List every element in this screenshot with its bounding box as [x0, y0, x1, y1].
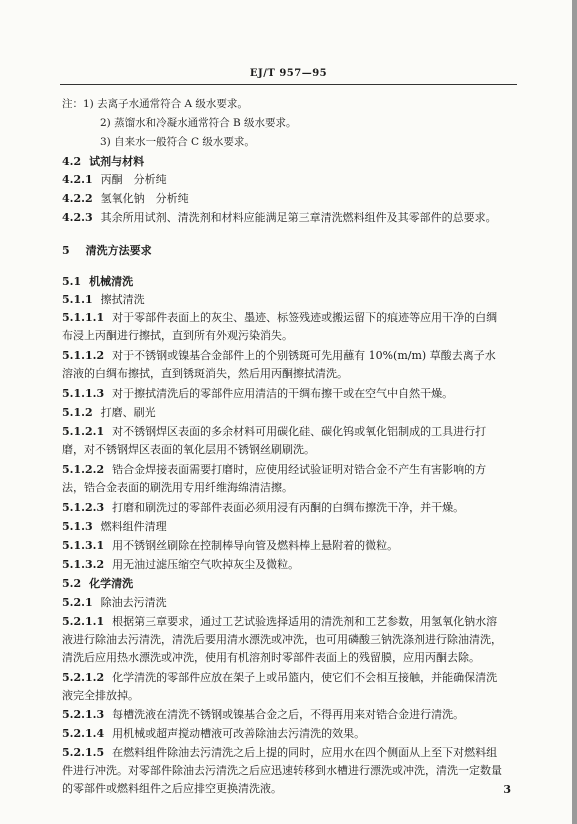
section-title: 化学清洗: [89, 577, 134, 590]
clause: [62, 746, 521, 760]
clause: [62, 708, 521, 722]
clause-continuation: 布浸上丙酮进行擦拭，直到所有外观污染消失。: [62, 329, 293, 342]
section-heading: [62, 244, 521, 258]
clause-text: 用不锈钢丝刷除在控制棒导向管及燃料棒上悬附着的微粒。: [112, 539, 399, 552]
section-number: 5.1.3: [62, 520, 93, 533]
subsection-heading: [62, 293, 521, 307]
clause-text: 其余所用试剂、清洗剂和材料应能满足第三章清洗燃料组件及其零部件的总要求。: [100, 211, 497, 224]
clause-text: 氢氧化钠 分析纯: [100, 192, 189, 205]
clause: [62, 192, 521, 206]
section-number: 5.1.1: [62, 293, 93, 306]
section-title: 燃料组件清理: [100, 520, 167, 533]
clause-text: 对不锈钢焊区表面的多余材料可用碳化硅、碳化钨或氧化铝制成的工具进行打: [112, 425, 487, 438]
clause-continuation: 溶液的白绸布擦拭，直到锈斑消失，然后用丙酮擦拭清洗。: [62, 367, 348, 380]
header-rule: [60, 84, 517, 85]
clause-continuation: 件进行冲洗。对零部件除油去污清洗之后应迅速转移到水槽进行漂洗或冲洗，清洗一定数量: [62, 764, 502, 777]
clause: [62, 558, 521, 572]
clause-number: 4.2.2: [62, 192, 93, 205]
clause: [62, 425, 521, 439]
clause: [62, 387, 521, 401]
clause-number: 5.1.3.2: [62, 558, 105, 571]
clause: [62, 173, 521, 187]
clause-text: 化学清洗的零部件应放在架子上或吊篮内，使它们不会相互接触，并能确保清洗: [112, 671, 498, 684]
clause-number: 4.2.3: [62, 211, 93, 224]
clause-number: 5.1.1.3: [62, 387, 105, 400]
note-line: 注：1) 去离子水通常符合 A 级水要求。: [62, 98, 248, 110]
section-title: 机械清洗: [89, 275, 134, 288]
clause: [62, 671, 521, 685]
section-number: 5.2.1: [62, 596, 93, 609]
clause: [62, 539, 521, 553]
clause: [62, 211, 521, 225]
clause-number: 5.1.2.1: [62, 425, 105, 438]
clause: [62, 727, 521, 741]
section-number: 5: [62, 244, 70, 257]
clause-continuation: 磨，对不锈钢焊区表面的氧化层用不锈钢丝刷刷洗。: [62, 443, 315, 456]
clause-text: 用无油过滤压缩空气吹掉灰尘及微粒。: [112, 558, 300, 571]
section-number: 4.2: [62, 155, 82, 168]
clause-text: 在燃料组件除油去污清洗之后上提的同时，应用水在四个侧面从上至下对燃料组: [112, 746, 498, 759]
clause-text: 对于擦拭清洗后的零部件应用清洁的干绸布擦干或在空气中自然干燥。: [112, 387, 454, 400]
clause-number: 5.1.2.2: [62, 463, 105, 476]
clause-continuation: 清洗后应用热水漂洗或冲洗，使用有机溶剂时零部件表面上的残留膜，应用丙酮去除。: [62, 651, 480, 664]
clause-continuation: 的零部件或燃料组件之后应排空更换清洗液。: [62, 782, 282, 795]
section-title: 除油去污清洗: [100, 596, 167, 609]
clause-continuation: 法，锆合金表面的刷洗用专用纤维海绵清洁擦。: [62, 481, 293, 494]
clause-number: 5.2.1.5: [62, 746, 105, 759]
section-title: 擦拭清洗: [100, 293, 145, 306]
section-heading: [62, 577, 521, 591]
clause: [62, 463, 521, 477]
section-title: 清洗方法要求: [85, 244, 152, 257]
section-title: 试剂与材料: [89, 155, 145, 168]
clause: [62, 501, 521, 515]
clause-number: 5.2.1.2: [62, 671, 105, 684]
clause-text: 锆合金焊接表面需要打磨时，应使用经试验证明对锆合金不产生有害影响的方: [112, 463, 487, 476]
clause-number: 5.2.1.4: [62, 727, 105, 740]
note-line: 3) 自来水一般符合 C 级水要求。: [100, 136, 255, 148]
clause: [62, 311, 521, 325]
clause-continuation: 液进行除油去污清洗，清洗后要用清水漂洗或冲洗，也可用磷酸三钠洗涤剂进行除油清洗，: [62, 633, 502, 646]
clause-text: 用机械或超声搅动槽液可改善除油去污清洗的效果。: [112, 727, 366, 740]
clause-number: 5.1.1.1: [62, 311, 105, 324]
standard-header: EJ/T 957—95: [249, 68, 328, 79]
section-number: 5.1: [62, 275, 82, 288]
clause-text: 对于不锈钢或镍基合金部件上的个别锈斑可先用蘸有 10%(m/m) 草酸去离子水: [112, 349, 496, 362]
page-edge-shadow: [572, 0, 577, 824]
clause-text: 打磨和刷洗过的零部件表面必须用浸有丙酮的白绸布擦洗干净，并干燥。: [112, 501, 465, 514]
subsection-heading: [62, 596, 521, 610]
clause: [62, 349, 521, 363]
clause-number: 5.2.1.3: [62, 708, 105, 721]
clause-text: 每槽洗液在清洗不锈钢或镍基合金之后，不得再用来对锆合金进行清洗。: [112, 708, 465, 721]
clause-text: 对于零部件表面上的灰尘、墨迹、标签残迹或搬运留下的痕迹等应用干净的白绸: [112, 311, 498, 324]
clause-text: 丙酮 分析纯: [100, 173, 167, 186]
section-number: 5.2: [62, 577, 82, 590]
subsection-heading: [62, 520, 521, 534]
section-title: 打磨、刷光: [100, 406, 156, 419]
section-number: 5.1.2: [62, 406, 93, 419]
clause-number: 5.1.2.3: [62, 501, 105, 514]
note-line: 2) 蒸馏水和冷凝水通常符合 B 级水要求。: [100, 117, 297, 129]
clause-text: 根据第三章要求，通过工艺试验选择适用的清洗剂和工艺参数，用氢氧化钠水溶: [112, 615, 498, 628]
clause: [62, 615, 521, 629]
section-heading: [62, 275, 521, 289]
section-heading: [62, 155, 521, 169]
clause-number: 5.2.1.1: [62, 615, 105, 628]
clause-continuation: 液完全排放掉。: [62, 689, 139, 702]
clause-number: 5.1.1.2: [62, 349, 105, 362]
clause-number: 5.1.3.1: [62, 539, 105, 552]
page-number: 3: [503, 783, 511, 796]
clause-number: 4.2.1: [62, 173, 93, 186]
subsection-heading: [62, 406, 521, 420]
